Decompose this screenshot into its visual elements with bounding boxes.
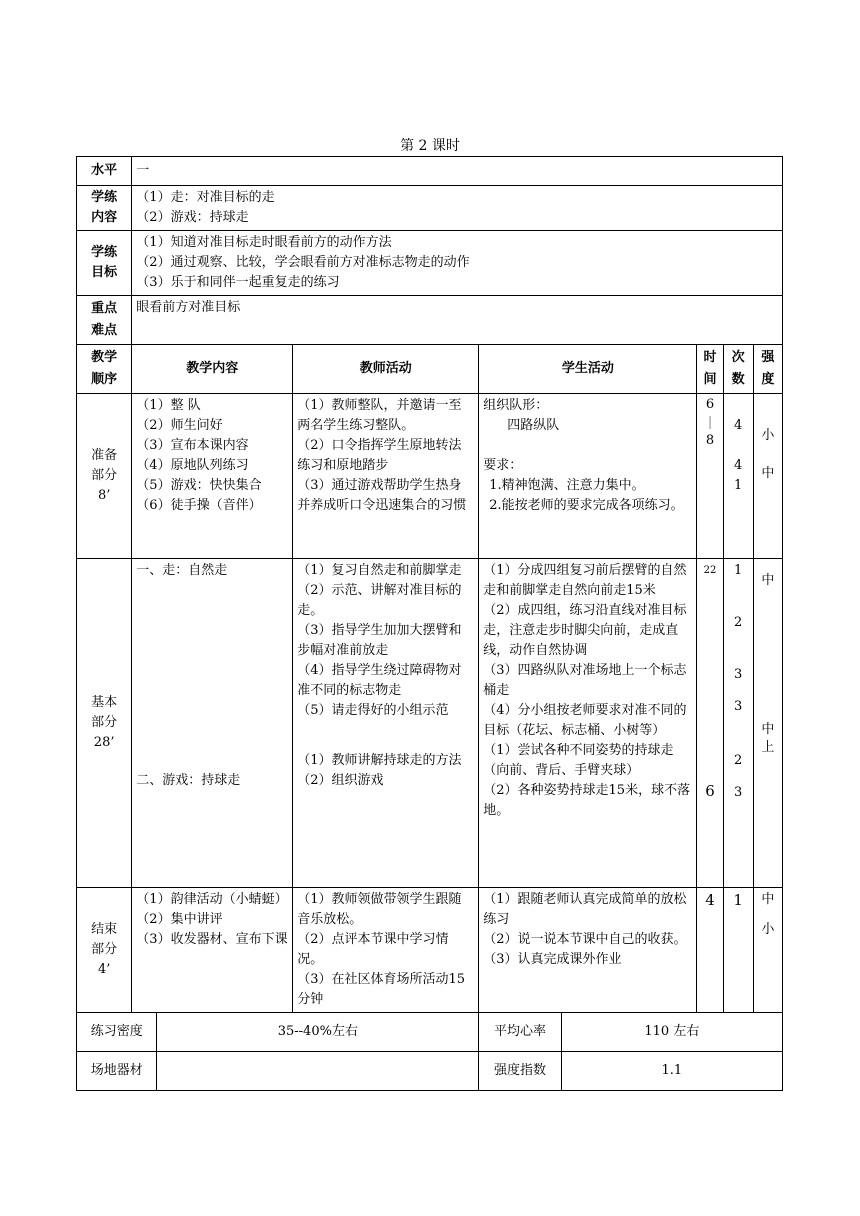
content-line: （1）走：对准目标的走: [136, 190, 275, 205]
content-lines: [132, 186, 783, 231]
equipment-value: [157, 1052, 479, 1091]
prep-count-value: 1: [734, 478, 743, 493]
prep-count-value: 4: [734, 458, 743, 473]
level-row: [77, 157, 783, 186]
end-intensity-value: 中: [761, 892, 775, 907]
density-row: [77, 1013, 783, 1052]
prep-student-item: 1.精神饱满、注意力集中。: [489, 478, 645, 493]
basic-section: 基本 部分 28’: [77, 559, 132, 888]
density-value: 35--40%左右: [157, 1013, 479, 1052]
basic-teacher-line: （4）指导学生绕过障碍物对准不同的标志物走: [297, 663, 462, 698]
prep-time: [697, 394, 723, 559]
prep-intensity-value: 小: [761, 428, 775, 443]
basic-time: [697, 559, 723, 888]
end-content: [132, 888, 293, 1013]
basic-intensity: [753, 559, 782, 888]
goals-row: [77, 231, 783, 296]
prep-content: [132, 394, 293, 559]
header-order: 教学 顺序: [77, 345, 132, 394]
goal-line: （1）知道对准目标走时眼看前方的动作方法: [136, 235, 392, 250]
content-label: 学练 内容: [77, 186, 132, 231]
basic-time-value: 22: [703, 565, 717, 576]
header-content: 教学内容: [132, 345, 293, 394]
key-label: 重点 难点: [77, 296, 132, 345]
density-label: 练习密度: [77, 1013, 157, 1052]
prep-student: [479, 394, 697, 559]
end-teacher-line: （3）在社区体育场所活动15分钟: [297, 972, 466, 1007]
goals-label: 学练 目标: [77, 231, 132, 296]
prep-teacher-line: （2）口令指挥学生原地转法练习和原地踏步: [297, 438, 462, 473]
end-content-line: （1）韵律活动（小蜻蜓）: [136, 892, 288, 907]
basic-count-value: 2: [734, 753, 743, 768]
prep-content-line: （3）宣布本课内容: [136, 438, 249, 453]
content-line: （2）游戏：持球走: [136, 210, 249, 225]
basic-teacher: [293, 559, 479, 888]
prep-count-value: 4: [734, 418, 743, 433]
equipment-row: [77, 1052, 783, 1091]
basic-teacher-line: （1）复习自然走和前脚掌走: [297, 563, 462, 578]
end-content-line: （3）收发器材、宣布下课: [136, 932, 288, 947]
hr-value: 110 左右: [561, 1013, 782, 1052]
prep-time-dash: |: [707, 415, 713, 430]
header-count: 次 数: [723, 345, 753, 394]
prep-content-line: （6）徒手操（音伴）: [136, 498, 262, 513]
page-title: 第 2 课时: [400, 138, 460, 154]
basic-count-value: 2: [734, 615, 743, 630]
basic-count-value: 1: [734, 563, 743, 578]
header-intensity: 强 度: [753, 345, 782, 394]
header-row: [77, 345, 783, 394]
prep-content-line: （1）整 队: [136, 398, 201, 413]
basic-teacher-line: （2）组织游戏: [297, 773, 384, 788]
end-student-line: （1）跟随老师认真完成简单的放松练习: [483, 892, 687, 927]
basic-time-value: 6: [705, 782, 715, 800]
level-label: 水平: [77, 157, 132, 186]
end-time: 4: [697, 888, 723, 1013]
key-row: [77, 296, 783, 345]
goal-line: （2）通过观察、比较，学会眼看前方对准标志物走的动作: [136, 255, 470, 270]
prep-section: 准备 部分 8’: [77, 394, 132, 559]
hr-label: 平均心率: [479, 1013, 561, 1052]
prep-student-req: 要求：: [483, 458, 523, 473]
index-value: 1.1: [561, 1052, 782, 1091]
level-value: 一: [132, 157, 783, 186]
prep-intensity-value: 中: [761, 466, 775, 481]
header-teacher: 教师活动: [293, 345, 479, 394]
end-section: 结束 部分 4’: [77, 888, 132, 1013]
prep-count: [723, 394, 753, 559]
basic-student-line: （1）分成四组复习前后摆臂的自然走和前脚掌走自然向前走15米: [483, 563, 687, 598]
key-value: 眼看前方对准目标: [132, 296, 783, 345]
prep-content-line: （2）师生问好: [136, 418, 223, 433]
lesson-plan-table: [76, 156, 783, 1091]
basic-intensity-value: 中 上: [761, 722, 775, 755]
end-row: [77, 888, 783, 1013]
end-teacher-line: （2）点评本节课中学习情况。: [297, 932, 449, 967]
basic-intensity-value: 中: [761, 573, 775, 588]
basic-content-game: 二、游戏：持球走: [136, 773, 241, 788]
basic-teacher-line: （2）示范、讲解对准目标的走。: [297, 583, 462, 618]
prep-content-line: （4）原地队列练习: [136, 458, 249, 473]
end-student-line: （3）认真完成课外作业: [483, 952, 622, 967]
prep-student-form: 四路纵队: [507, 418, 560, 433]
prep-time-value: 6: [705, 397, 715, 412]
prep-teacher-line: （1）教师整队，并邀请一至两名学生练习整队。: [297, 398, 462, 433]
basic-student: [479, 559, 697, 888]
basic-student-line: （3）四路纵队对准场地上一个标志桶走: [483, 663, 687, 698]
prep-row: [77, 394, 783, 559]
basic-content: [132, 559, 293, 888]
basic-count-value: 3: [734, 699, 743, 714]
header-student: 学生活动: [479, 345, 697, 394]
basic-teacher-line: （5）请走得好的小组示范: [297, 703, 449, 718]
basic-student-line: （4）分小组按老师要求对准不同的目标（花坛、标志桶、小树等）: [483, 703, 687, 738]
basic-student-line: （2）各种姿势持球走15米，球不落地。: [483, 783, 691, 818]
equipment-label: 场地器材: [77, 1052, 157, 1091]
goals-lines: [132, 231, 783, 296]
end-intensity-value: 小: [761, 922, 775, 937]
end-teacher: [293, 888, 479, 1013]
basic-student-line: （2）成四组，练习沿直线对准目标走，注意走步时脚尖向前，走成直线，动作自然协调: [483, 603, 687, 658]
basic-content-walk: 一、走：自然走: [136, 563, 228, 578]
end-content-line: （2）集中讲评: [136, 912, 223, 927]
index-label: 强度指数: [479, 1052, 561, 1091]
prep-time-value: 8: [705, 433, 715, 448]
end-student: [479, 888, 697, 1013]
goal-line: （3）乐于和同伴一起重复走的练习: [136, 275, 340, 290]
basic-student-line: （1）尝试各种不同姿势的持球走（向前、背后、手臂夹球）: [483, 743, 674, 778]
end-teacher-line: （1）教师领做带领学生跟随音乐放松。: [297, 892, 462, 927]
content-row: [77, 186, 783, 231]
basic-count: [723, 559, 753, 888]
prep-student-item: 2.能按老师的要求完成各项练习。: [489, 498, 684, 513]
basic-row: [77, 559, 783, 888]
end-intensity: [753, 888, 782, 1013]
basic-teacher-line: （3）指导学生加加大摆臂和步幅对准前放走: [297, 623, 462, 658]
prep-teacher: [293, 394, 479, 559]
basic-count-value: 3: [734, 667, 743, 682]
end-count: 1: [723, 888, 753, 1013]
basic-teacher-line: （1）教师讲解持球走的方法: [297, 753, 462, 768]
prep-intensity: [753, 394, 782, 559]
prep-teacher-line: （3）通过游戏帮助学生热身并养成听口令迅速集合的习惯: [297, 478, 467, 513]
prep-student-org: 组织队形：: [483, 398, 549, 413]
end-student-line: （2）说一说本节课中自己的收获。: [483, 932, 687, 947]
basic-count-value: 3: [734, 785, 743, 800]
header-time: 时 间: [697, 345, 723, 394]
prep-content-line: （5）游戏：快快集合: [136, 478, 262, 493]
